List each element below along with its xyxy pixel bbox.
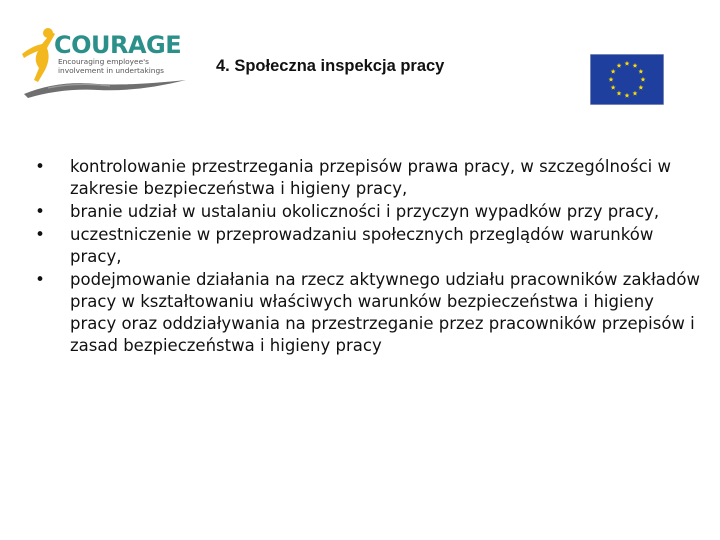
list-item [30,224,702,268]
eu-flag-icon [590,54,664,105]
bullet-text: podejmowanie działania na rzecz aktywnego udziału pracowników zakładów pracy w kształtowaniu właściwych warunków bezpieczeństwa i higieny pracy oraz oddziaływania na przestrzeganie przez pracowników przepisów i zasad bezpieczeństwa i higieny pracy [70,270,700,355]
bullet-symbol: • [35,270,45,289]
bullet-symbol: • [35,202,45,221]
list-item [30,156,702,200]
bullet-list [30,156,702,358]
page-title: 4. Społeczna inspekcja pracy [216,57,445,75]
courage-logo [18,24,190,100]
list-item [30,201,702,223]
bullet-text: branie udział w ustalaniu okoliczności i przyczyn wypadków przy pracy, [70,202,660,221]
logo-tagline-1: Encouraging employee's [58,57,150,66]
eu-flag-graphic [590,54,664,105]
bullet-text: kontrolowanie przestrzegania przepisów prawa pracy, w szczególności w zakresie bezpieczeństwa i higieny pracy, [70,157,671,198]
logo-tagline-2: involvement in undertakings [58,66,165,75]
bullet-symbol: • [35,157,45,176]
bullet-symbol: • [35,225,45,244]
logo-wordmark: COURAGE [54,31,182,59]
list-item [30,269,702,357]
bullet-text: uczestniczenie w przeprowadzaniu społecznych przeglądów warunków pracy, [70,225,654,266]
courage-logo-graphic [18,24,190,100]
